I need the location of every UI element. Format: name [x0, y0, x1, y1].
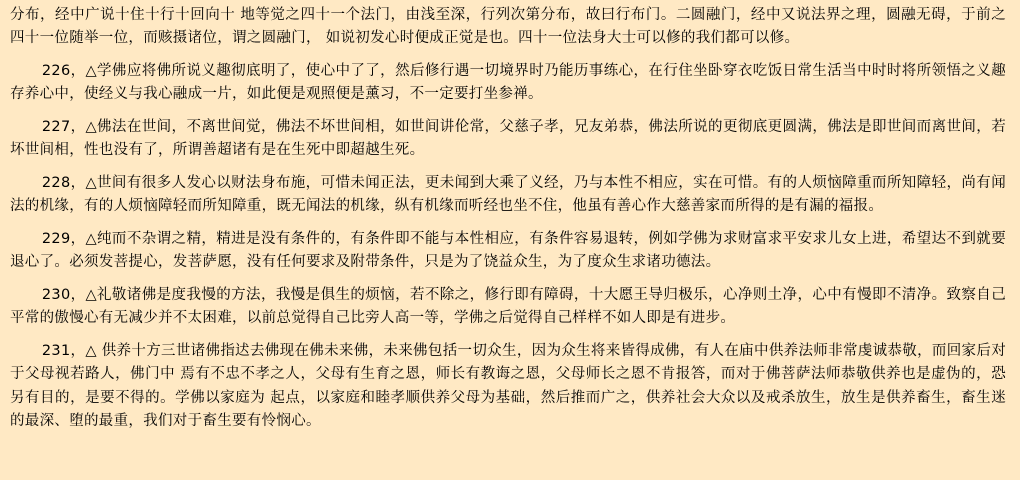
paragraph-continuation: 分布，经中广说十住十行十回向十 地等觉之四十一个法门，由浅至深，行列次第分布，故曰行布门。二圆融门，经中又说法界之理，圆融无碍，于前之四十一位随举一位，而赅摄诸位，谓之圆融门， 如说初发心时便成正觉是也。四十一位法身大士可以修的我们都可以修。	[10, 7, 1006, 47]
paragraph-229: 229，△纯而不杂谓之精，精进是没有条件的，有条件即不能与本性相应，有条件容易退转，例如学佛为求财富求平安求儿女上进，希望达不到就要退心了。必须发菩提心，发菩萨愿，没有任何要求及附带条件，只是为了饶益众生，为了度众生求诸功德法。	[10, 230, 1006, 271]
paragraph-230: 230，△礼敬诸佛是度我慢的方法，我慢是俱生的烦恼，若不除之，修行即有障碍，十大愿王导归极乐，心净则土净，心中有慢即不清净。致察自己平常的傲慢心有无减少并不太困难，以前总觉得自己比旁人高一等，学佛之后觉得自己样样不如人即是有进步。	[10, 286, 1006, 327]
paragraph-227: 227，△佛法在世间，不离世间觉，佛法不坏世间相，如世间讲伦常，父慈子孝，兄友弟恭，佛法所说的更彻底更圆满，佛法是即世间而离世间，若坏世间相，性也没有了，所谓善超诸有是在生死中即超越生死。	[10, 118, 1006, 159]
paragraph-228: 228，△世间有很多人发心以财法身布施，可惜未闻正法，更未闻到大乘了义经，乃与本性不相应，实在可惜。有的人烦恼障重而所知障轻，尚有闻法的机缘，有的人烦恼障轻而所知障重，既无闻法的机缘，纵有机缘而听经也坐不住，他虽有善心作大慈善家而所得的是有漏的福报。	[10, 174, 1006, 215]
paragraph-226: 226，△学佛应将佛所说义趣彻底明了，使心中了了，然后修行遇一切境界时乃能历事练心，在行住坐卧穿衣吃饭日常生活当中时时将所领悟之义趣存养心中，使经义与我心融成一片，如此便是观照便是薰习，不一定要打坐参禅。	[10, 62, 1006, 103]
paragraph-231: 231，△ 供养十方三世诸佛指迖去佛现在佛未来佛，未来佛包括一切众生，因为众生将来皆得成佛，有人在庙中供养法师非常虔诚恭敬，而回家后对于父母视若路人，佛门中 焉有不忠不孝之人，父母有生育之恩，师长有教诲之恩，父母师长之恩不肯报答，而对于佛菩萨法师恭敬供养也是虚伪的，恐另有目的，是要不得的。学佛以家庭为 起点，以家庭和睦孝顺供养父母为基础，然后推而广之，供养社会大众以及戒杀放生，放生是供养畜生，畜生迷的最深、堕的最重，我们对于畜生要有怜悯心。	[10, 342, 1006, 430]
